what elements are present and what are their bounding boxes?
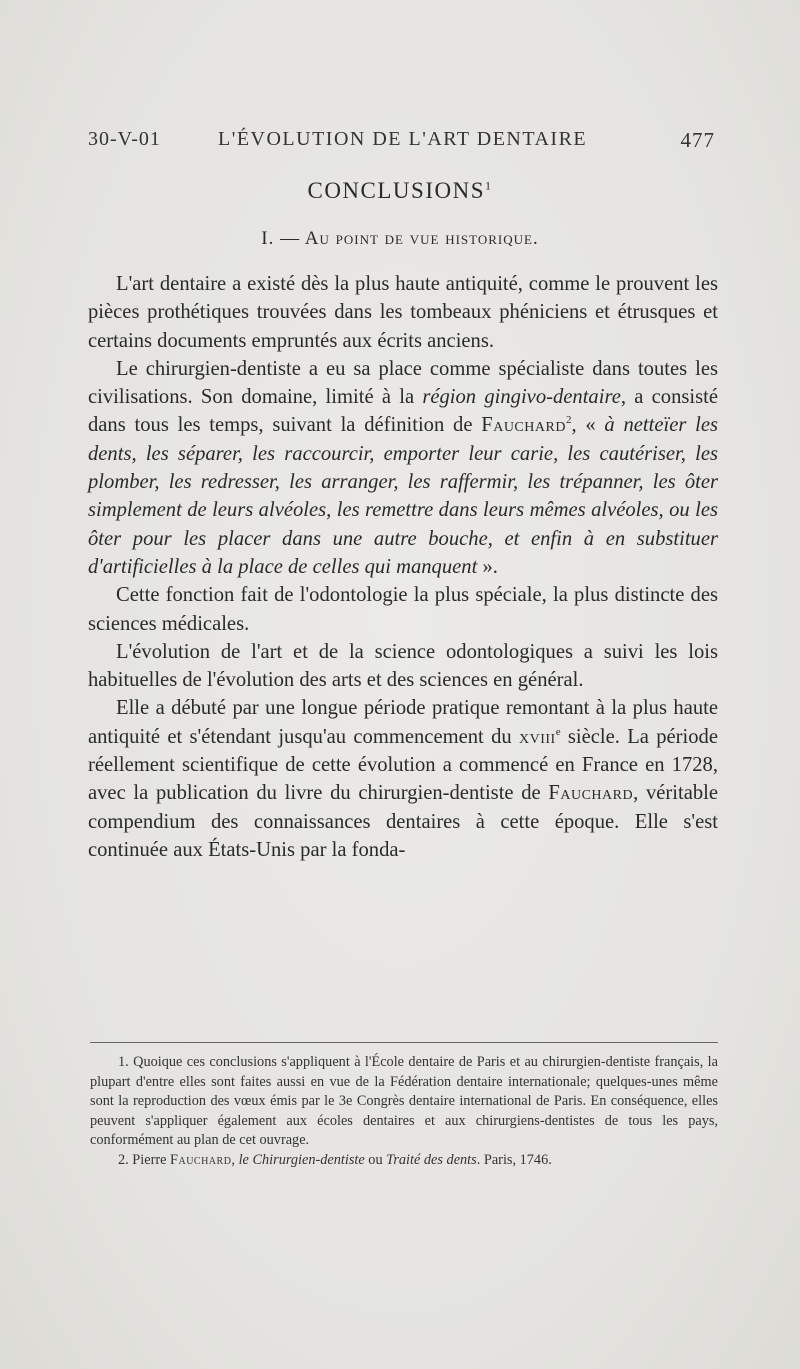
paragraph-4: L'évolution de l'art et de la science odontologiques a suivi les lois habituelles de l'évolution des arts et des sciences en général. <box>88 640 718 692</box>
footnote-marker-1: 1 <box>485 178 493 193</box>
ordinal-suffix: e <box>555 725 561 738</box>
paragraph-1: L'art dentaire a existé dès la plus haute antiquité, comme le prouvent les pièces prothétiques trouvées dans les tombeaux phéniciens et étrusques et certains documents empruntés aux écrits anciens. <box>88 273 718 352</box>
header-running-title: L'ÉVOLUTION DE L'ART DENTAIRE <box>218 128 588 150</box>
paragraph-2-text: Le chirurgien-dentiste a eu sa place comme spécialiste dans toutes les civilisations. Son domaine, limité à la <box>88 357 718 409</box>
header-date: 30-V-01 <box>88 128 161 150</box>
footnote-2-text: ou <box>364 1151 387 1168</box>
paragraph-2-text: ». <box>477 555 498 578</box>
century-numeral: xviii <box>518 725 556 748</box>
section-heading: I. — Au point de vue historique. <box>261 228 539 249</box>
book-title: Traité des dents <box>386 1151 477 1168</box>
paragraph-2-text: , a consisté dans tous les temps, suivant la définition de <box>88 386 718 437</box>
footnote-2-text: . Paris, 1746. <box>476 1151 552 1168</box>
chapter-title-text: CONCLUSIONS <box>307 178 486 203</box>
footnote-2 <box>90 1151 718 1171</box>
author-name: Fauchard <box>481 414 566 437</box>
footnote-1: 1. Quoique ces conclusions s'appliquent à l'École dentaire de Paris et au chirurgien-dentiste français, la plupart d'entre elles sont faites aussi en vue de la Fédération dentaire internationale; quelques-unes même sont la reproduction des vœux émis par le 3e Congrès dentaire international de Paris. En conséquence, elles peuvent s'appliquer également aux écoles dentaires et aux chirurgiens-dentistes de tous les pays, conformément au plan de cet ouvrage. <box>90 1054 718 1149</box>
paragraph-5 <box>88 694 718 864</box>
footnote-2-text: 2. Pierre <box>118 1151 171 1168</box>
paragraph-5-text: Elle a débuté par une longue période pratique remontant à la plus haute antiquité et s'étendant jusqu'au commencement du <box>88 697 718 748</box>
main-text <box>88 270 718 864</box>
paragraph-5-text: , véritable compendium des connaissances dentaires à cette époque. Elle s'est continuée aux États-Unis par la fonda- <box>88 782 719 861</box>
paragraph-3: Cette fonction fait de l'odontologie la plus spéciale, la plus distincte des sciences médicales. <box>88 584 718 635</box>
footnote-marker-2: 2 <box>565 414 572 427</box>
italic-quotation: à netteïer les dents, les séparer, les raccourcir, emporter leur carie, les cautériser, les plomber, les redresser, les arranger, les raffermir, les trépanner, les ôter simplement de leurs alvéoles, les remettre dans leurs mêmes alvéoles, ou les ôter pour les placer dans une autre bouche, et enfin à en substituer d'artificielles à la place de celles qui manquent <box>88 414 718 578</box>
footnote-divider <box>90 1042 718 1043</box>
book-title: le Chirurgien-dentiste <box>238 1151 365 1168</box>
footnote-2-text: , <box>231 1151 239 1168</box>
chapter-title <box>0 178 800 204</box>
italic-term: région gingivo-dentaire <box>422 386 621 409</box>
author-name: Fauchard <box>548 782 634 805</box>
page-number: 477 <box>680 128 715 152</box>
paragraph-2-text: , « <box>571 414 605 437</box>
author-name: Fauchard <box>170 1151 232 1168</box>
running-header <box>88 122 715 152</box>
footnotes <box>90 1053 718 1171</box>
paragraph-5-text: siècle. La période réellement scientifique de cette évolution a commencé en France en 1728, avec la publication du livre du chirurgien-dentiste de <box>88 725 718 805</box>
paragraph-2 <box>88 355 718 581</box>
